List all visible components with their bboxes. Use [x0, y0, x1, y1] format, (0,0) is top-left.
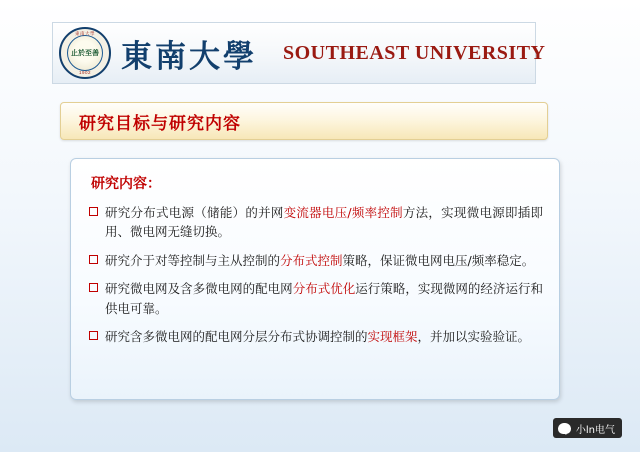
square-bullet-icon	[89, 207, 98, 216]
seal-center-text: 止於至善	[67, 35, 103, 71]
plain-text: 研究含多微电网的配电网分层分布式协调控制的	[105, 328, 368, 344]
highlighted-text: 分布式优化	[292, 281, 356, 297]
highlighted-text: 实现框架	[367, 328, 418, 344]
content-panel	[70, 158, 560, 400]
seal-top-text: 東南大學	[75, 31, 95, 36]
list-item	[89, 203, 543, 242]
watermark-label: 小ln电气	[575, 424, 615, 436]
list-item	[89, 327, 543, 346]
list-item-text	[105, 251, 534, 270]
wechat-icon	[558, 423, 571, 434]
logo-wrap	[57, 25, 113, 81]
plain-text: 方法，实现微电源即插即用、微电网无缝切换。	[105, 205, 543, 240]
list-item-text	[105, 279, 543, 318]
content-heading: 研究内容：	[91, 176, 161, 192]
list-item	[89, 279, 543, 318]
plain-text: 研究分布式电源（储能）的并网	[105, 205, 284, 220]
wechat-watermark-badge	[553, 418, 622, 438]
seal-bottom-text: 1902	[78, 70, 91, 75]
bullet-list	[89, 203, 543, 346]
highlighted-text: 分布式控制	[280, 252, 343, 268]
university-seal-icon	[59, 27, 111, 79]
list-item-text	[105, 203, 543, 242]
plain-text: 研究微电网及含多微电网的配电网	[105, 281, 293, 297]
slide-title-bar	[60, 102, 548, 140]
page-title: 研究目标与研究内容	[79, 113, 241, 134]
square-bullet-icon	[89, 283, 98, 292]
university-name-chinese: 東南大學	[121, 38, 257, 75]
list-item	[89, 251, 543, 270]
list-item-text	[105, 327, 530, 346]
plain-text: 研究介于对等控制与主从控制的	[105, 252, 281, 268]
plain-text: 运行策略，实现微网的经济运行和供电可靠。	[105, 281, 543, 316]
plain-text: ，并加以实验验证。	[417, 328, 531, 344]
university-header	[52, 22, 546, 84]
plain-text: 策略，保证微电网电压/频率稳定。	[342, 252, 535, 268]
university-name-english: SOUTHEAST UNIVERSITY	[283, 41, 546, 64]
square-bullet-icon	[89, 255, 98, 264]
square-bullet-icon	[89, 331, 98, 340]
highlighted-text: 变流器电压/频率控制	[283, 205, 403, 220]
